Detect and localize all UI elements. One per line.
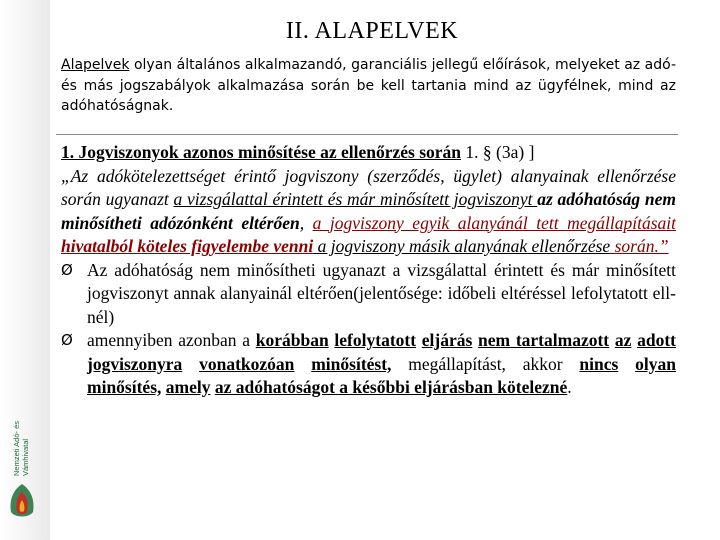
quote-part-1: „Az adókötelezettséget érintő jogviszony (szerződés, ügylet) alanyainak ellenőrzése során ugyanazt: [61, 165, 676, 209]
b2-t2: korábban: [255, 330, 329, 350]
section-heading: 1. Jogviszonyok azonos minősítése az ellenőrzés során: [61, 142, 462, 162]
bullet-1: [61, 259, 676, 330]
quote-part-3: az adóhatóság nem minősítheti adózónként eltérően: [61, 189, 676, 233]
slide-title: II. ALAPELVEK: [285, 18, 459, 44]
b2-t28: az adóhatóságot a későbbi eljárásban kötelezné: [214, 377, 568, 397]
intro-text: olyan általános alkalmazandó, garanciális jellegű előírások, melyeket az adó- és más jogszabályok alkalmazása során be kell tartania mind az ügyfélnek, mind az adóhatóságnak.: [61, 57, 676, 114]
section-ref: 1. § (3a) ]: [461, 142, 535, 162]
b2-t26: amely: [165, 377, 211, 397]
slide-body: [61, 141, 676, 400]
logo-text: Nemzeti Adó- és Vámhivatal: [12, 420, 30, 476]
b2-t19: megállapítást, akkor: [391, 353, 580, 374]
b2-t4: lefolytatott: [334, 330, 417, 350]
divider: [56, 134, 678, 135]
b2-t24: minősítés,: [87, 377, 162, 397]
b2-t18: minősítést,: [311, 353, 392, 374]
b2-t20: nincs: [579, 353, 619, 374]
bullet-1-text: Az adóhatóság nem minősítheti ugyanazt a vizsgálattal érintett és már minősített jogviszonyt annak alanyainál eltérően(jelentősége: időbeli eltéréssel lefolytatott ell-nél): [87, 259, 676, 327]
b2-t29: .: [567, 377, 572, 397]
quote-part-5: a jogviszony egyik alanyánál tett megállapításait: [312, 212, 677, 233]
b2-t6: eljárás: [421, 330, 473, 350]
b2-t17: [294, 354, 311, 374]
b2-t12: adott: [637, 330, 676, 350]
quote-part-4: ,: [299, 212, 313, 233]
b2-t14: jogviszonyra: [87, 353, 183, 374]
b2-t21: [618, 354, 635, 374]
b2-t1: amennyiben azonban a: [87, 330, 256, 350]
bullet-arrow-icon: Ø: [61, 260, 73, 279]
nav-emblem-icon: [7, 482, 37, 522]
b2-t22: olyan: [635, 353, 677, 374]
b2-t15: [182, 354, 199, 374]
bullet-2-text: [87, 330, 676, 397]
b2-t8: nem tartalmazott: [478, 330, 610, 350]
intro-term: Alapelvek: [61, 57, 130, 73]
bullet-arrow-icon: Ø: [61, 331, 73, 349]
quote-part-8: a jogviszony másik alanyának ellenőrzése: [313, 236, 611, 256]
b2-t10: az: [614, 330, 632, 350]
logo: [6, 388, 42, 528]
sidebar: [0, 0, 50, 540]
b2-t16: vonatkozóan: [199, 353, 295, 374]
section-paragraph: [61, 141, 676, 259]
intro-paragraph: [61, 55, 676, 117]
quote-part-2: a vizsgálattal érintett és már minősített jogviszonyt: [173, 189, 538, 209]
quote-part-9: során.”: [610, 236, 669, 256]
bullet-2: [61, 329, 676, 400]
quote-part-7: hivatalból köteles figyelembe venni: [61, 236, 314, 256]
